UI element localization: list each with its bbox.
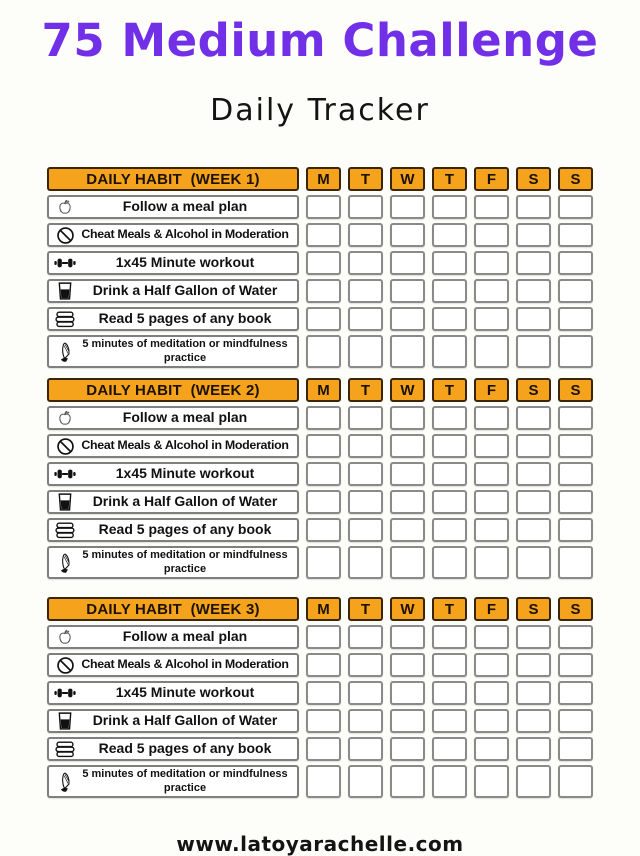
dumbbell-icon (53, 686, 77, 700)
habit-row (47, 737, 593, 761)
day-checkbox[interactable] (558, 709, 593, 733)
day-checkbox[interactable] (432, 462, 467, 486)
day-checkbox[interactable] (348, 251, 383, 275)
book-stack-icon (53, 741, 77, 758)
day-checkbox[interactable] (432, 406, 467, 430)
day-checkbox[interactable] (516, 195, 551, 219)
day-checkbox[interactable] (516, 546, 551, 579)
day-checkbox[interactable] (306, 490, 341, 514)
day-header: T (348, 167, 383, 191)
day-checkbox[interactable] (516, 737, 551, 761)
day-checkbox[interactable] (516, 765, 551, 798)
day-checkbox[interactable] (558, 765, 593, 798)
day-checkbox[interactable] (348, 279, 383, 303)
week-header-row (47, 378, 593, 402)
day-checkbox[interactable] (348, 765, 383, 798)
book-stack-icon (53, 522, 77, 539)
day-checkbox[interactable] (390, 462, 425, 486)
habit-cell (47, 490, 299, 514)
day-checkbox[interactable] (390, 195, 425, 219)
day-header: T (432, 597, 467, 621)
day-checkbox[interactable] (474, 279, 509, 303)
day-checkbox[interactable] (348, 546, 383, 579)
day-checkbox[interactable] (474, 335, 509, 368)
day-header: M (306, 597, 341, 621)
day-checkbox[interactable] (348, 653, 383, 677)
book-stack-icon (53, 311, 77, 328)
week-header: DAILY HABIT (WEEK 2) (47, 378, 299, 402)
habit-cell (47, 765, 299, 798)
week-table-1 (47, 167, 593, 372)
day-checkbox[interactable] (558, 625, 593, 649)
day-checkbox[interactable] (516, 223, 551, 247)
week-header: DAILY HABIT (WEEK 3) (47, 597, 299, 621)
day-checkbox[interactable] (432, 307, 467, 331)
habit-label: 1x45 Minute workout (115, 254, 255, 271)
habit-cell (47, 434, 299, 458)
day-checkbox[interactable] (306, 518, 341, 542)
day-checkbox[interactable] (474, 251, 509, 275)
week-table-2 (47, 378, 593, 583)
day-checkbox[interactable] (306, 546, 341, 579)
habit-cell (47, 462, 299, 486)
praying-hands-icon (53, 772, 77, 792)
day-checkbox[interactable] (432, 518, 467, 542)
day-checkbox[interactable] (558, 681, 593, 705)
day-checkbox[interactable] (558, 279, 593, 303)
habit-cell (47, 546, 299, 579)
day-checkbox[interactable] (516, 335, 551, 368)
day-checkbox[interactable] (348, 434, 383, 458)
day-header: W (390, 167, 425, 191)
dumbbell-icon (53, 256, 77, 270)
day-checkbox[interactable] (306, 737, 341, 761)
habit-label: 5 minutes of meditation or mindfulness practice (82, 337, 288, 364)
day-checkbox[interactable] (558, 434, 593, 458)
day-checkbox[interactable] (390, 490, 425, 514)
habit-row (47, 709, 593, 733)
day-checkbox[interactable] (474, 681, 509, 705)
habit-cell (47, 625, 299, 649)
day-checkbox[interactable] (390, 406, 425, 430)
day-checkbox[interactable] (558, 653, 593, 677)
day-checkbox[interactable] (390, 737, 425, 761)
day-checkbox[interactable] (516, 518, 551, 542)
day-checkbox[interactable] (432, 223, 467, 247)
day-checkbox[interactable] (474, 518, 509, 542)
day-checkbox[interactable] (516, 462, 551, 486)
apple-icon (53, 198, 77, 216)
praying-hands-icon (53, 553, 77, 573)
habit-cell (47, 709, 299, 733)
day-checkbox[interactable] (390, 307, 425, 331)
day-checkbox[interactable] (474, 307, 509, 331)
habit-label: Read 5 pages of any book (98, 521, 272, 538)
day-checkbox[interactable] (348, 490, 383, 514)
day-checkbox[interactable] (306, 279, 341, 303)
habit-label: 5 minutes of meditation or mindfulness practice (82, 767, 288, 794)
habit-label: Cheat Meals & Alcohol in Moderation (81, 657, 289, 672)
habit-row (47, 765, 593, 798)
day-checkbox[interactable] (474, 737, 509, 761)
day-checkbox[interactable] (348, 406, 383, 430)
day-checkbox[interactable] (432, 681, 467, 705)
day-checkbox[interactable] (474, 546, 509, 579)
day-checkbox[interactable] (474, 462, 509, 486)
day-checkbox[interactable] (432, 279, 467, 303)
day-header: S (516, 597, 551, 621)
habit-label: Cheat Meals & Alcohol in Moderation (81, 438, 289, 453)
habit-label: Read 5 pages of any book (98, 740, 272, 757)
day-checkbox[interactable] (432, 195, 467, 219)
day-header: F (474, 167, 509, 191)
habit-label: Drink a Half Gallon of Water (92, 493, 278, 510)
day-checkbox[interactable] (558, 251, 593, 275)
footer-url: www.latoyarachelle.com (176, 832, 464, 856)
day-checkbox[interactable] (474, 490, 509, 514)
apple-icon (53, 628, 77, 646)
no-sign-icon (53, 656, 77, 675)
day-checkbox[interactable] (516, 653, 551, 677)
day-checkbox[interactable] (432, 546, 467, 579)
day-header: M (306, 167, 341, 191)
day-checkbox[interactable] (516, 307, 551, 331)
day-checkbox[interactable] (516, 490, 551, 514)
habit-cell (47, 195, 299, 219)
day-checkbox[interactable] (390, 625, 425, 649)
day-header: F (474, 378, 509, 402)
day-checkbox[interactable] (306, 681, 341, 705)
habit-label: Follow a meal plan (122, 628, 248, 645)
day-checkbox[interactable] (390, 765, 425, 798)
page-title: 75 Medium Challenge (41, 14, 599, 67)
day-checkbox[interactable] (306, 625, 341, 649)
week-table-3 (47, 597, 593, 802)
page-subtitle: Daily Tracker (210, 93, 430, 128)
day-checkbox[interactable] (516, 625, 551, 649)
praying-hands-icon (53, 342, 77, 362)
day-checkbox[interactable] (348, 518, 383, 542)
day-checkbox[interactable] (474, 406, 509, 430)
habit-label: Follow a meal plan (122, 409, 248, 426)
day-checkbox[interactable] (390, 279, 425, 303)
day-checkbox[interactable] (558, 518, 593, 542)
day-checkbox[interactable] (474, 765, 509, 798)
day-checkbox[interactable] (306, 307, 341, 331)
day-header: S (516, 378, 551, 402)
day-header: S (558, 378, 593, 402)
day-checkbox[interactable] (474, 434, 509, 458)
day-header: S (558, 597, 593, 621)
day-checkbox[interactable] (558, 195, 593, 219)
habit-cell (47, 223, 299, 247)
day-checkbox[interactable] (390, 518, 425, 542)
habit-cell (47, 279, 299, 303)
day-checkbox[interactable] (432, 653, 467, 677)
habit-row (47, 335, 593, 368)
dumbbell-icon (53, 467, 77, 481)
habit-cell (47, 406, 299, 430)
water-glass-icon (53, 282, 77, 300)
habit-row (47, 625, 593, 649)
day-checkbox[interactable] (390, 223, 425, 247)
day-checkbox[interactable] (432, 625, 467, 649)
day-checkbox[interactable] (432, 434, 467, 458)
day-checkbox[interactable] (306, 653, 341, 677)
day-checkbox[interactable] (516, 434, 551, 458)
day-checkbox[interactable] (390, 653, 425, 677)
habit-row (47, 223, 593, 247)
day-checkbox[interactable] (474, 653, 509, 677)
habit-cell (47, 653, 299, 677)
day-checkbox[interactable] (558, 406, 593, 430)
day-checkbox[interactable] (348, 462, 383, 486)
day-checkbox[interactable] (432, 765, 467, 798)
day-header: T (432, 378, 467, 402)
day-checkbox[interactable] (474, 709, 509, 733)
apple-icon (53, 409, 77, 427)
day-checkbox[interactable] (348, 681, 383, 705)
day-checkbox[interactable] (558, 335, 593, 368)
day-checkbox[interactable] (348, 307, 383, 331)
no-sign-icon (53, 226, 77, 245)
habit-cell (47, 307, 299, 331)
day-checkbox[interactable] (432, 709, 467, 733)
day-header: F (474, 597, 509, 621)
habit-row (47, 518, 593, 542)
day-checkbox[interactable] (348, 625, 383, 649)
week-header-row (47, 167, 593, 191)
habit-row (47, 681, 593, 705)
day-checkbox[interactable] (306, 709, 341, 733)
day-checkbox[interactable] (306, 335, 341, 368)
day-checkbox[interactable] (306, 223, 341, 247)
habit-label: Drink a Half Gallon of Water (92, 712, 278, 729)
day-checkbox[interactable] (432, 335, 467, 368)
habit-label: Follow a meal plan (122, 198, 248, 215)
habit-cell (47, 251, 299, 275)
day-checkbox[interactable] (516, 681, 551, 705)
day-checkbox[interactable] (474, 195, 509, 219)
habit-cell (47, 335, 299, 368)
habit-cell (47, 518, 299, 542)
habit-row (47, 434, 593, 458)
day-checkbox[interactable] (306, 434, 341, 458)
day-checkbox[interactable] (558, 490, 593, 514)
day-header: M (306, 378, 341, 402)
habit-row (47, 406, 593, 430)
day-checkbox[interactable] (432, 251, 467, 275)
day-header: W (390, 378, 425, 402)
habit-label: Cheat Meals & Alcohol in Moderation (81, 227, 289, 242)
day-checkbox[interactable] (390, 709, 425, 733)
water-glass-icon (53, 712, 77, 730)
day-checkbox[interactable] (390, 251, 425, 275)
day-checkbox[interactable] (474, 625, 509, 649)
week-header-row (47, 597, 593, 621)
habit-row (47, 307, 593, 331)
day-checkbox[interactable] (474, 223, 509, 247)
habit-label: Read 5 pages of any book (98, 310, 272, 327)
day-checkbox[interactable] (558, 223, 593, 247)
habit-row (47, 279, 593, 303)
day-header: S (516, 167, 551, 191)
habit-label: 5 minutes of meditation or mindfulness practice (82, 548, 288, 575)
day-checkbox[interactable] (516, 406, 551, 430)
day-checkbox[interactable] (558, 307, 593, 331)
no-sign-icon (53, 437, 77, 456)
day-checkbox[interactable] (516, 709, 551, 733)
habit-cell (47, 737, 299, 761)
day-checkbox[interactable] (306, 195, 341, 219)
day-header: T (348, 378, 383, 402)
day-checkbox[interactable] (516, 279, 551, 303)
habit-row (47, 462, 593, 486)
day-header: T (432, 167, 467, 191)
day-checkbox[interactable] (516, 251, 551, 275)
day-checkbox[interactable] (348, 223, 383, 247)
day-checkbox[interactable] (390, 546, 425, 579)
habit-row (47, 490, 593, 514)
day-checkbox[interactable] (348, 195, 383, 219)
habit-row (47, 653, 593, 677)
water-glass-icon (53, 493, 77, 511)
week-header: DAILY HABIT (WEEK 1) (47, 167, 299, 191)
day-checkbox[interactable] (558, 546, 593, 579)
habit-label: 1x45 Minute workout (115, 465, 255, 482)
day-checkbox[interactable] (348, 709, 383, 733)
day-checkbox[interactable] (432, 737, 467, 761)
day-checkbox[interactable] (348, 335, 383, 368)
day-checkbox[interactable] (432, 490, 467, 514)
day-checkbox[interactable] (306, 406, 341, 430)
day-checkbox[interactable] (348, 737, 383, 761)
day-checkbox[interactable] (390, 434, 425, 458)
day-checkbox[interactable] (306, 251, 341, 275)
day-header: S (558, 167, 593, 191)
day-header: T (348, 597, 383, 621)
habit-cell (47, 681, 299, 705)
day-checkbox[interactable] (306, 765, 341, 798)
habit-row (47, 195, 593, 219)
day-header: W (390, 597, 425, 621)
habit-row (47, 251, 593, 275)
day-checkbox[interactable] (558, 462, 593, 486)
habit-row (47, 546, 593, 579)
day-checkbox[interactable] (390, 681, 425, 705)
day-checkbox[interactable] (306, 462, 341, 486)
habit-label: Drink a Half Gallon of Water (92, 282, 278, 299)
day-checkbox[interactable] (390, 335, 425, 368)
habit-label: 1x45 Minute workout (115, 684, 255, 701)
day-checkbox[interactable] (558, 737, 593, 761)
